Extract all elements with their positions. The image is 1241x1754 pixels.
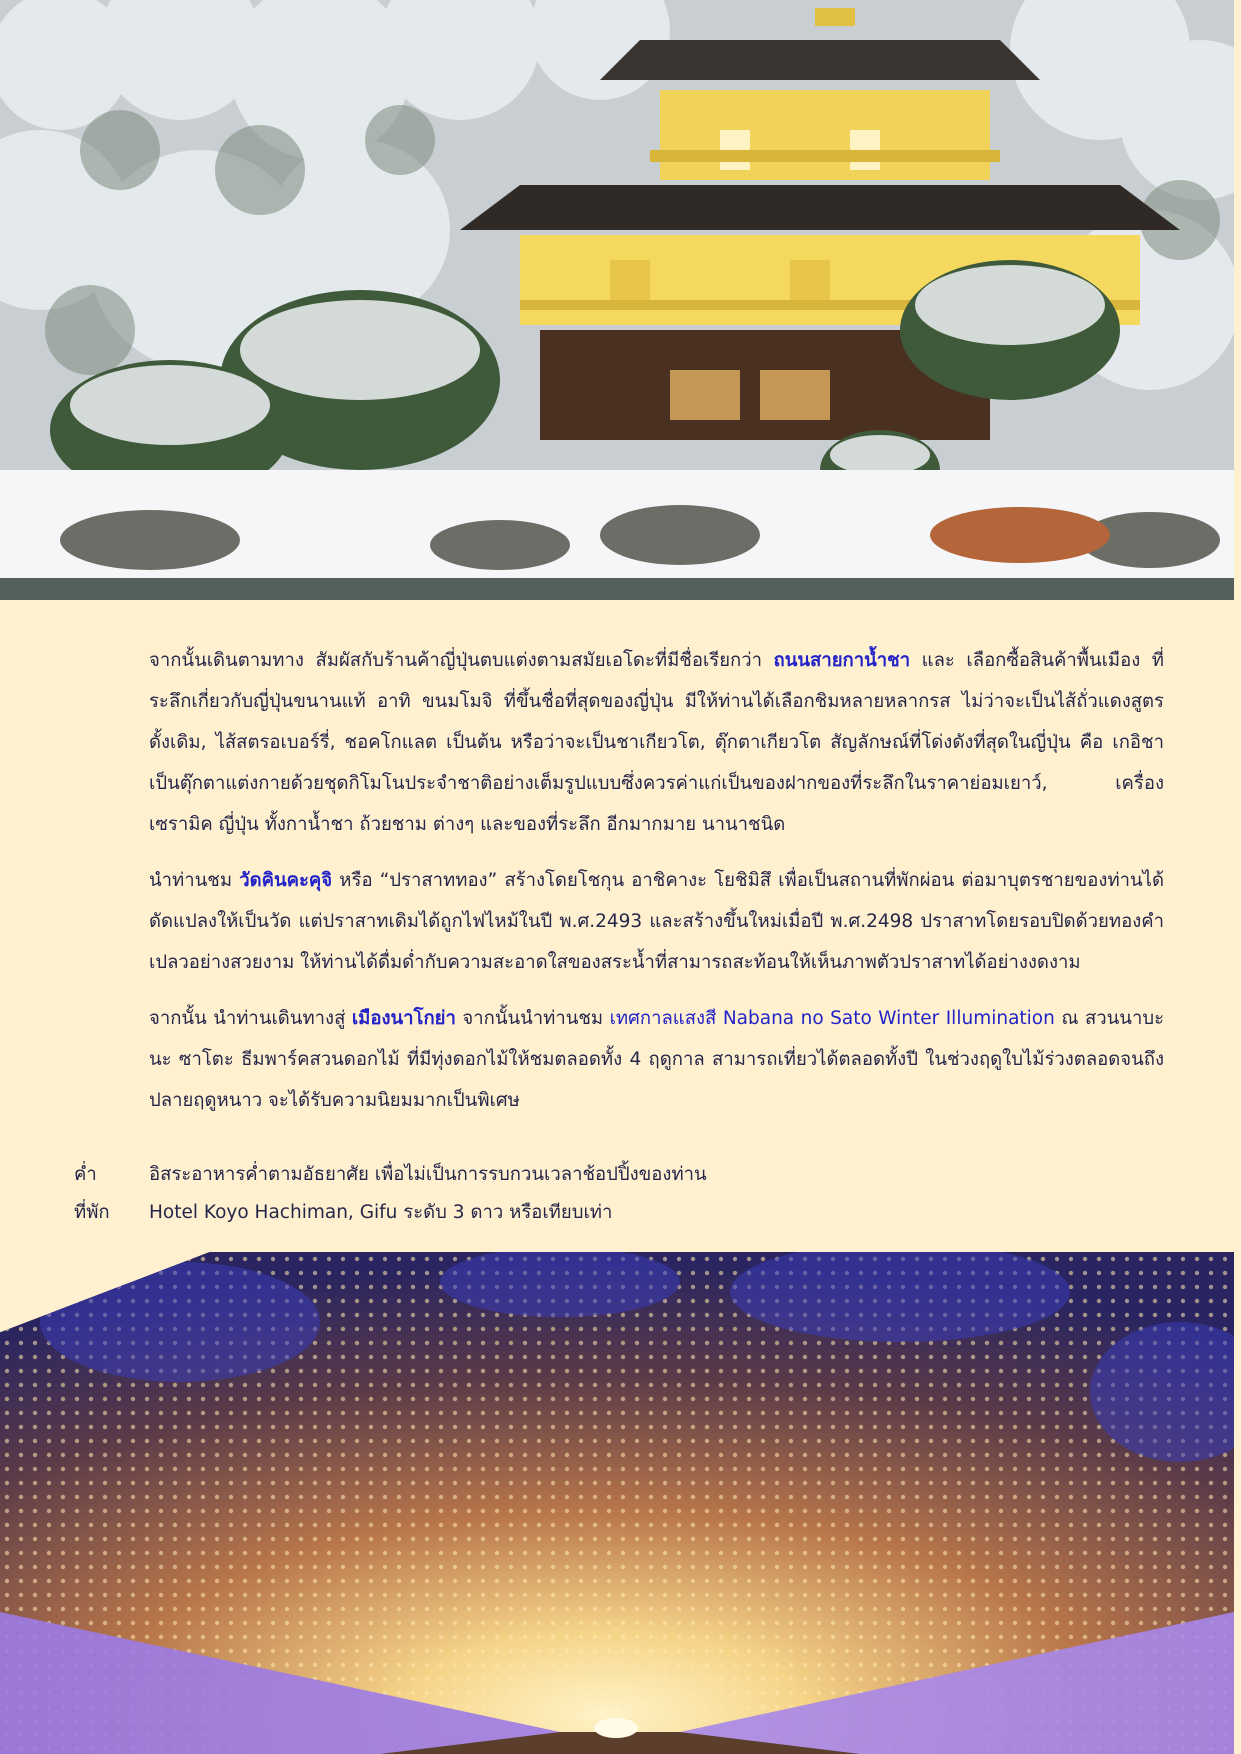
dinner-label: ค่ำ — [74, 1164, 97, 1185]
itinerary-text — [149, 640, 1164, 1136]
paragraph-text: และ เลือกซื้อสินค้าพื้นเมือง ที่ระลึกเกี่ยวกับญี่ปุ่นขนานแท้ อาทิ ขนมโมจิ ที่ขึ้นชื่อที่สุดของญี่ปุ่น มีให้ท่านได้เลือกชิมหลายหลากรส ไม่ว่าจะเป็นไส้ถั่วแดงสูตรดั้งเดิม, ไส้สตรอเบอร์รี่, ชอคโกแลต เป็นต้น หรือว่าจะเป็นชาเกียวโต, ตุ๊กตาเกียวโต สัญลักษณ์ที่โด่งดังที่สุดในญี่ปุ่น คือ เกอิชา เป็นตุ๊กตาแต่งกายด้วยชุดกิโมโนประจำชาติอย่างเต็มรูปแบบซึ่งควรค่าแก่เป็นของฝากของที่ระลึกในราคาย่อมเยาว์, เครื่องเซรามิค ญี่ปุ่น ทั้งกาน้ำชา ถ้วยชาม ต่างๆ และของที่ระลึก อีกมากมาย นานาชนิด — [149, 650, 1164, 835]
meal-hotel-info — [74, 1156, 1164, 1232]
paragraph-kinkakuji — [149, 860, 1164, 983]
paragraph-text: หรือ “ปราสาททอง” สร้างโดยโชกุน อาชิคางะ โยชิมิสึ เพื่อเป็นสถานที่พักผ่อน ต่อมาบุตรชายของท่านได้ดัดแปลงให้เป็นวัด แต่ปราสาทเดิมได้ถูกไฟไหม้ในปี พ.ศ.2493 และสร้างขึ้นใหม่เมื่อปี พ.ศ.2498 ปราสาทโดยรอบปิดด้วยทองคำเปลวอย่างสวยงาม ให้ท่านได้ดื่มด่ำกับความสะอาดใสของสระน้ำที่สามารถสะท้อนให้เห็นภาพตัวปราสาทได้อย่างงดงาม — [149, 870, 1164, 973]
highlight-kinkakuji: วัดคินคะคุจิ — [239, 870, 333, 891]
paragraph-nagoya — [149, 998, 1164, 1121]
highlight-tea-street: ถนนสายกาน้ำชา — [773, 650, 911, 671]
hotel-label: ที่พัก — [74, 1202, 110, 1223]
highlight-nagoya: เมืองนาโกย่า — [351, 1008, 456, 1029]
dinner-row — [74, 1156, 1164, 1194]
golden-pavilion-snow-photo — [0, 0, 1234, 600]
dinner-text: อิสระอาหารค่ำตามอัธยาศัย เพื่อไม่เป็นการรบกวนเวลาช้อปปิ้งของท่าน — [149, 1164, 707, 1185]
hotel-text: Hotel Koyo Hachiman, Gifu ระดับ 3 ดาว หรือเทียบเท่า — [149, 1202, 613, 1223]
paragraph-tea-street — [149, 640, 1164, 845]
paragraph-text: จากนั้นเดินตามทาง สัมผัสกับร้านค้าญี่ปุ่นตบแต่งตามสมัยเอโดะที่มีชื่อเรียกว่า — [149, 650, 774, 671]
hotel-row — [74, 1194, 1164, 1232]
paragraph-text: ณ สวนนาบะนะ ซาโตะ ธีมพาร์คสวนดอกไม้ ที่มีทุ่งดอกไม้ให้ชมตลอดทั้ง 4 ฤดูกาล สามารถเที่ยวได้ตลอดทั้งปี ในช่วงฤดูใบไม้ร่วงตลอดจนถึงปลายฤดูหนาว จะได้รับความนิยมมากเป็นพิเศษ — [149, 1008, 1165, 1111]
paragraph-text: นำท่านชม — [149, 870, 240, 891]
paragraph-text: จากนั้น นำท่านเดินทางสู่ — [149, 1008, 352, 1029]
light-tunnel-illumination-photo — [0, 1252, 1234, 1754]
highlight-nabana: เทศกาลแสงสี Nabana no Sato Winter Illumination — [609, 1008, 1055, 1029]
paragraph-text: จากนั้นนำท่านชม — [455, 1008, 610, 1029]
